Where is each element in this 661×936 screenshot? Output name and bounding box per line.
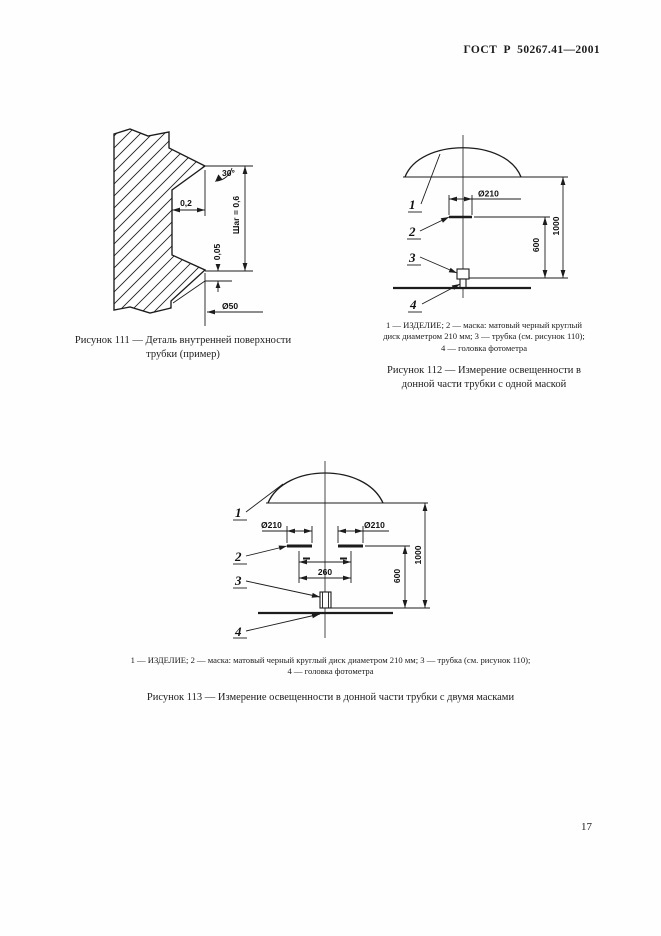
caption-line: донной части трубки с одной маской [401, 378, 567, 390]
svg-text:Ø210: Ø210 [364, 520, 385, 530]
caption-line: Рисунок 113 — Измерение освещенности в донной части трубки с двумя масками [146, 692, 515, 703]
dimension-mask-diameter-right [338, 520, 389, 543]
figure-113-drawing [225, 455, 455, 650]
luminaire-dome [268, 473, 383, 503]
dimension-mask-diameter-left [261, 520, 312, 543]
tube-wall-section-outline [114, 129, 205, 313]
svg-text:1000: 1000 [413, 545, 423, 565]
callout-3 [407, 250, 457, 273]
legend-line: диск диаметром 210 мм; 3 — трубка (см. рисунок 110); [383, 331, 585, 342]
svg-text:2: 2 [409, 224, 416, 239]
figure-113-caption [80, 691, 581, 705]
figure-111-drawing [85, 120, 315, 335]
callout-4 [233, 613, 320, 639]
svg-text:3: 3 [409, 250, 416, 265]
dimension-groove-depth [172, 170, 205, 216]
callout-1 [233, 484, 283, 520]
svg-text:2: 2 [235, 549, 242, 564]
callout-2 [407, 217, 449, 239]
legend-line: 4 — головка фотометра [287, 666, 374, 677]
svg-text:Ø50: Ø50 [222, 301, 239, 311]
tube-tip [460, 279, 466, 288]
dimension-mask-diameter [449, 189, 521, 216]
svg-text:1: 1 [409, 197, 416, 212]
caption-line: трубки (пример) [146, 348, 220, 360]
figure-113-legend [80, 655, 581, 678]
figure-113-svg [225, 455, 455, 650]
svg-text:Ø210: Ø210 [478, 188, 499, 199]
dimension-gap-005 [173, 243, 232, 303]
svg-text:600: 600 [531, 237, 541, 253]
dimension-600 [392, 546, 407, 608]
dimension-1000 [413, 503, 427, 608]
page-number: 17 [581, 821, 592, 833]
svg-text:600: 600 [392, 568, 402, 584]
legend-line: 4 — головка фотометра [440, 342, 528, 353]
figure-111-svg [85, 120, 315, 335]
svg-text:3: 3 [235, 573, 242, 588]
svg-text:260: 260 [317, 567, 333, 577]
legend-line: 1 — ИЗДЕЛИЕ; 2 — маска: матовый черный круглый диск диаметром 210 мм; 3 — трубка (см. рисунок 110); [130, 655, 531, 665]
caption-line: Рисунок 112 — Измерение освещенности в [387, 365, 581, 376]
standard-number: ГОСТ Р 50267.41—2001 [463, 44, 600, 56]
svg-text:Ø210: Ø210 [261, 520, 282, 530]
svg-text:30°: 30° [222, 168, 235, 178]
svg-text:1000: 1000 [551, 216, 561, 236]
callout-2 [233, 546, 287, 565]
svg-text:4: 4 [410, 297, 417, 312]
callout-1 [408, 154, 440, 212]
tube [320, 592, 331, 608]
svg-text:0,2: 0,2 [180, 198, 192, 208]
figure-111-caption [57, 334, 309, 361]
svg-text:0,05: 0,05 [212, 243, 222, 261]
figure-112-caption [366, 364, 602, 391]
hatching [85, 120, 315, 325]
figure-112-legend [366, 320, 602, 354]
svg-text:Шаг = 0,6: Шаг = 0,6 [231, 195, 241, 235]
dimension-1000 [551, 177, 565, 278]
dimension-600 [531, 217, 547, 278]
caption-line: Рисунок 111 — Деталь внутренней поверхности [74, 335, 292, 346]
tube [457, 269, 469, 279]
svg-text:1: 1 [235, 505, 242, 520]
svg-text:4: 4 [235, 624, 242, 639]
figure-112-drawing [368, 132, 598, 322]
legend-line: 1 — ИЗДЕЛИЕ; 2 — маска: матовый черный круглый [385, 320, 583, 330]
figure-112-svg [368, 132, 598, 322]
dimension-angle-30 [205, 166, 235, 182]
